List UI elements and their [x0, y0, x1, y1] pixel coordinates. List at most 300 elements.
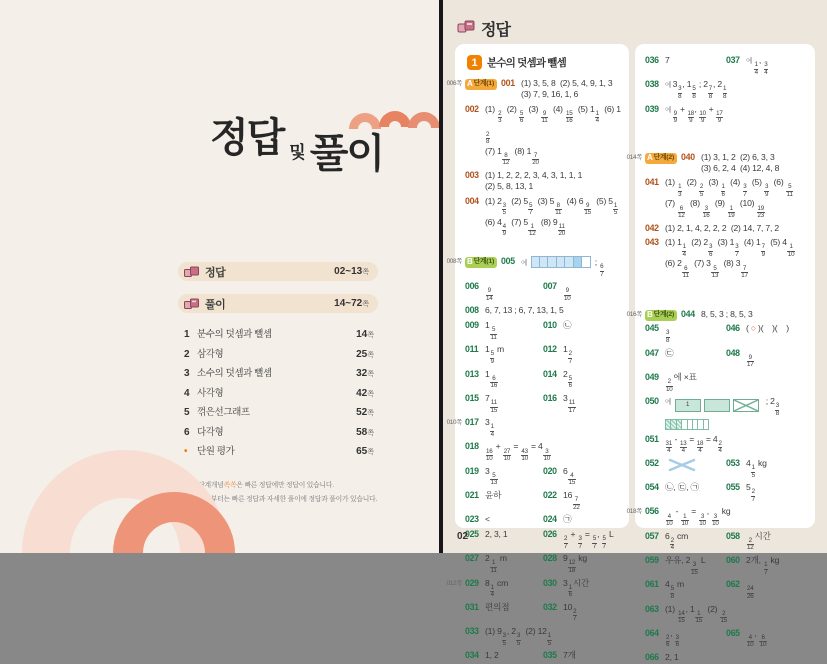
fraction: $\frac{3}{8}$ [775, 402, 779, 417]
answer-cell [543, 490, 621, 511]
answer-cell [645, 79, 807, 100]
answer-cell [465, 417, 621, 438]
answer-row [465, 490, 621, 511]
fraction: $\frac{1}{10}$ [787, 243, 795, 258]
answer-cell [726, 555, 807, 576]
answer-cell [645, 348, 726, 359]
toc-chapter-number: • [184, 446, 188, 457]
answer-cell [501, 256, 621, 278]
fraction: $\frac{5}{7}$ [528, 201, 533, 217]
answer-cell [465, 369, 543, 390]
answer-text: ㉡ [563, 320, 572, 331]
toc-chapter-row [178, 326, 378, 346]
answer-text: $\frac{31}{4}$ - $\frac{13}{4}$ = $\frac{18}{4}$ = 4 $\frac{2}{4}$ [665, 433, 722, 455]
answer-text [665, 323, 726, 344]
spacer [645, 283, 807, 309]
answers-card-left [446, 44, 629, 661]
answer-row [645, 223, 807, 234]
answer-id: 058 [726, 530, 740, 541]
arc-decoration-icon [408, 112, 440, 128]
toc-chapter-number: 5 [184, 407, 190, 418]
answer-id: 024 [543, 514, 557, 525]
page-number: 02 [457, 531, 469, 542]
answer-cell [465, 529, 543, 540]
answer-id: 060 [726, 555, 740, 566]
toc-chapter-title: 단원 평가 [197, 446, 235, 457]
answer-cell [543, 650, 621, 661]
fraction: $\frac{3}{9}$ [764, 183, 769, 198]
answer-text: 4 $\frac{5}{8}$ m [665, 579, 684, 600]
footnote-text: 은 빠른 정답에만 정답이 있습니다. [236, 481, 334, 489]
answer-id: 055 [726, 482, 740, 493]
answer-cell [465, 320, 543, 341]
spacer [465, 241, 621, 256]
chapter-heading [467, 55, 621, 70]
fraction: $\frac{3}{8}$ [678, 85, 682, 100]
fraction: $\frac{43}{10}$ [521, 447, 528, 463]
answer-cell [543, 602, 621, 623]
boxes-diagram: 1 [675, 399, 762, 412]
answer-row [446, 577, 621, 599]
fraction: $\frac{1}{3}$ [678, 183, 682, 198]
fraction: $\frac{5}{7}$ [602, 535, 606, 550]
answer-id: 018 [465, 441, 479, 452]
answer-cell [681, 309, 807, 320]
answer-id: 001 [501, 78, 515, 88]
toc-section-label: 정답 [205, 266, 226, 279]
fraction: $\frac{3}{5}$ [516, 632, 521, 647]
fraction: $\frac{1}{11}$ [490, 559, 497, 574]
answer-text: 1 $\frac{5}{11}$ [485, 320, 497, 341]
answer-text: 편의점 [485, 601, 510, 612]
fraction: $\frac{1}{6}$ [568, 583, 572, 599]
fraction: $\frac{7}{9}$ [761, 243, 765, 258]
answer-text: 10 $\frac{2}{7}$ [563, 601, 577, 623]
fraction: $\frac{3}{15}$ [691, 561, 698, 576]
answer-text: (1) $\frac{2}{3}$ (2) $\frac{5}{6}$ (3) $\frac{9}{11}$ (4) $\frac{15}{16}$ (5) 1 $\frac{1}{4}$ (6) 1 $\frac{2}{8}$ (7) 1 $\frac{8}{12}$ (8) 1 $\frac{7}{20}$ [485, 103, 621, 167]
fraction: $\frac{19}{23}$ [757, 204, 765, 220]
fraction: $\frac{9}{14}$ [486, 287, 493, 302]
answer-text: 6 $\frac{4}{15}$ [563, 465, 576, 487]
answer-cell [543, 529, 621, 550]
answer-id: 049 [645, 371, 659, 382]
fraction: $\frac{5}{8}$ [670, 585, 674, 600]
answer-id: 033 [465, 626, 479, 637]
toc-chapter-title: 꺾은선그래프 [197, 407, 250, 418]
answer-row [465, 305, 621, 316]
toc-chapter-row [178, 404, 378, 424]
answer-row [645, 482, 807, 503]
answer-cell [726, 348, 807, 369]
fraction: $\frac{3}{8}$ [666, 329, 670, 344]
answer-row [465, 170, 621, 192]
grade-letter-icon: A [191, 480, 196, 487]
answer-cell [465, 441, 621, 462]
fraction: $\frac{5}{7}$ [592, 535, 597, 550]
fraction: $\frac{1}{19}$ [728, 204, 735, 220]
answer-text: < [485, 514, 490, 525]
matching-lines-diagram [667, 458, 697, 472]
answer-text: $\frac{2}{6}$ , $\frac{3}{6}$ [666, 627, 679, 649]
answer-id: 045 [645, 323, 659, 334]
answer-cell [645, 482, 726, 493]
fraction: $\frac{5}{11}$ [786, 183, 793, 198]
answer-text: (1) 3, 1, 2 (2) 6, 3, 3 (3) 6, 2, 4 (4) 12, 4, 8 [701, 151, 780, 174]
answer-cell [543, 320, 621, 331]
fraction: $\frac{6}{16}$ [490, 374, 498, 390]
grade-label: 단계(2) [653, 310, 675, 318]
footnote-badge-suffix: 단계 [198, 495, 211, 503]
fraction: $\frac{2}{6}$ [666, 633, 670, 649]
fraction: $\frac{5}{13}$ [711, 264, 719, 280]
answer-row [645, 323, 807, 344]
fraction: $\frac{6}{7}$ [600, 263, 604, 278]
answer-id: 065 [726, 627, 740, 638]
answer-cell [465, 305, 621, 316]
fraction: $\frac{3}{16}$ [703, 204, 710, 220]
footnote-badge-suffix: 단계 [198, 481, 211, 489]
answer-id: 031 [465, 601, 479, 612]
answer-text: 2, 3, 1 [485, 528, 508, 539]
fraction: $\frac{2}{15}$ [720, 609, 727, 625]
answer-id: 052 [645, 457, 659, 468]
fraction: $\frac{7}{20}$ [532, 151, 539, 167]
answer-row [465, 602, 621, 623]
fraction: $\frac{1}{4}$ [682, 243, 686, 258]
answer-id: 020 [543, 465, 557, 476]
answer-text: 3 $\frac{11}{17}$ [563, 392, 576, 414]
grade-badge [465, 79, 497, 90]
answer-id: 035 [543, 650, 557, 661]
answer-id: 008 [465, 305, 479, 316]
answer-cell [465, 344, 543, 365]
answer-text: (1) 2, 1, 4, 2, 2, 2 (2) 14, 7, 7, 2 [665, 222, 779, 233]
fraction: $\frac{9}{10}$ [564, 287, 571, 302]
answer-text: 1 $\frac{6}{16}$ [485, 368, 498, 390]
answer-row [626, 151, 807, 174]
fraction: $\frac{6}{10}$ [759, 633, 767, 649]
answer-cell [726, 531, 807, 552]
answer-cell [543, 466, 621, 487]
answer-id: 066 [645, 652, 659, 663]
answer-cell [465, 514, 543, 525]
answer-row [645, 104, 807, 125]
answer-row [645, 628, 807, 649]
fraction: $\frac{3}{7}$ [578, 535, 582, 550]
grade-badge [645, 310, 677, 321]
fraction: $\frac{3}{10}$ [712, 512, 719, 528]
answer-text: 예 $\frac{1}{4}$ , $\frac{3}{4}$ [746, 55, 768, 76]
toc-footnote [183, 477, 378, 491]
toc-chapter-title: 소수의 덧셈과 뺄셈 [197, 368, 272, 379]
answer-text: 1, 2 [485, 650, 499, 661]
page-ref-label: 006쪽 [446, 80, 462, 87]
answer-id: 039 [645, 103, 659, 114]
answer-id: 043 [645, 237, 659, 248]
answer-id: 023 [465, 514, 479, 525]
answer-row [645, 604, 807, 625]
answer-row [645, 372, 807, 393]
toc-chapter-row [178, 385, 378, 405]
answer-text: $\frac{16}{10}$ + $\frac{27}{10}$ = $\frac{43}{10}$ = 4 $\frac{3}{10}$ [486, 441, 551, 463]
answers-card-right [626, 44, 815, 663]
answer-cell [465, 553, 543, 574]
footnote-text: 쏙쏙 [223, 481, 237, 489]
fraction: $\frac{1}{5}$ [613, 201, 618, 217]
answer-cell [465, 170, 621, 192]
answer-text: 7개 [563, 650, 576, 661]
fraction: $\frac{3}{7}$ [735, 243, 739, 258]
fraction: $\frac{2}{10}$ [666, 378, 673, 393]
answer-cell [726, 579, 807, 600]
answer-row [446, 78, 621, 100]
answer-cell [465, 626, 621, 647]
answer-id: 051 [645, 433, 659, 444]
fraction: $\frac{2}{12}$ [747, 536, 754, 552]
fraction: $\frac{1}{5}$ [547, 632, 552, 647]
fraction: $\frac{10}{9}$ [699, 109, 706, 125]
fraction: $\frac{9}{11}$ [541, 109, 548, 125]
toc-chapter-number: 6 [184, 426, 190, 438]
answer-text: 1 $\frac{2}{7}$ [563, 344, 572, 365]
fraction: $\frac{2}{7}$ [568, 350, 572, 365]
answer-id: 005 [501, 255, 515, 266]
answer-row [465, 344, 621, 365]
example-marker: 예 [665, 82, 672, 90]
answer-id: 016 [543, 392, 557, 403]
answer-text: 4 $\frac{1}{5}$ kg [746, 457, 767, 479]
answer-cell [726, 482, 807, 503]
grade-label: 단계(1) [473, 257, 495, 265]
answer-cell [681, 152, 807, 174]
answer-text: (1) $\frac{1}{3}$ (2) $\frac{2}{5}$ (3) $\frac{1}{6}$ (4) $\frac{3}{7}$ (5) $\frac{3}{9}$ (6) $\frac{5}{11}$ (7) $\frac{6}{12}$ (8) $\frac{3}{16}$ (9) $\frac{1}{19}$ (10) $\frac{19}{23}$ [665, 177, 793, 220]
page-ref-label: 018쪽 [626, 508, 642, 516]
answer-text: ㉠ [563, 514, 572, 525]
toc-chapter-row [178, 365, 378, 385]
answer-id: 028 [543, 553, 557, 564]
fraction: $\frac{3}{6}$ [708, 243, 713, 258]
answer-row [465, 626, 621, 647]
answer-cell [645, 628, 726, 649]
answer-text [746, 348, 807, 369]
circle-mark: ○ [750, 323, 756, 334]
striped-strip-diagram [665, 419, 709, 430]
answer-cell [726, 458, 807, 479]
toc-chapter-title: 삼각형 [197, 348, 224, 360]
fraction: $\frac{2}{4}$ [718, 439, 722, 455]
answer-id: 062 [726, 579, 740, 590]
page-ref-label: 016쪽 [626, 310, 642, 318]
answer-row [465, 369, 621, 390]
answer-text [563, 281, 621, 302]
answer-cell [645, 372, 807, 393]
answers-column-left [446, 78, 621, 662]
answer-text: 16 $\frac{7}{22}$ [563, 490, 580, 511]
answer-row [465, 196, 621, 238]
fraction: $\frac{2}{7}$ [573, 607, 577, 623]
grade-letter: B [467, 257, 473, 267]
answer-id: 013 [465, 368, 479, 379]
answer-row [446, 255, 621, 278]
answer-id: 029 [465, 577, 479, 588]
answer-cell [465, 650, 543, 661]
fraction: $\frac{2}{8}$ [486, 130, 490, 146]
answer-id: 042 [645, 222, 659, 233]
fraction: $\frac{13}{4}$ [680, 439, 687, 455]
answer-cell [645, 323, 726, 344]
answer-id: 046 [726, 323, 740, 334]
fraction: $\frac{2}{7}$ [751, 488, 755, 503]
fraction: $\frac{5}{6}$ [519, 109, 524, 125]
answer-id: 009 [465, 320, 479, 331]
fraction: $\frac{16}{10}$ [486, 447, 493, 463]
answer-cell [465, 393, 543, 414]
example-marker: 예 [665, 399, 672, 407]
answer-text [746, 579, 807, 600]
answer-cell [465, 602, 543, 613]
answer-cell [645, 434, 807, 455]
answer-text: (1) 2 $\frac{3}{5}$ (2) 5 $\frac{5}{7}$ (3) 5 $\frac{8}{11}$ (4) 6 $\frac{9}{15}$ (5) 5 $\frac{1}{5}$ (6) 4 $\frac{4}{9}$ (7) 5 $\frac{1}{12}$ (8) 9 $\frac{11}{20}$ [485, 195, 618, 238]
answer-row [645, 177, 807, 219]
answer-row [645, 348, 807, 369]
answer-cell [543, 344, 621, 365]
fraction: $\frac{5}{6}$ [568, 374, 572, 390]
answer-id: 037 [726, 55, 740, 65]
fraction: $\frac{3}{10}$ [543, 447, 551, 463]
answer-text: 8 $\frac{1}{4}$ cm [485, 577, 509, 599]
fraction: $\frac{8}{11}$ [555, 201, 562, 217]
answer-cell [543, 393, 621, 414]
answers-page [443, 0, 827, 663]
solution-cubes-icon [184, 298, 200, 310]
answer-text: $\frac{4}{10}$ - $\frac{1}{10}$ = $\frac{3}{10}$ , $\frac{3}{10}$ kg [666, 506, 731, 528]
answer-id: 041 [645, 177, 659, 188]
answer-id: 026 [543, 528, 557, 539]
answer-text: 3 $\frac{1}{6}$ 시간 [563, 577, 590, 599]
toc-chapter-row [178, 346, 378, 366]
answer-id: 064 [645, 627, 659, 638]
fraction: $\frac{8}{12}$ [502, 151, 510, 167]
answer-row [465, 281, 621, 302]
fraction: $\frac{1}{4}$ [490, 423, 494, 438]
answer-text [665, 458, 726, 472]
answer-id: 002 [465, 103, 479, 114]
fraction: $\frac{4}{10}$ [747, 633, 754, 649]
toc-chapter-page: 32쪽 [356, 368, 374, 379]
fraction: $\frac{2}{7}$ [564, 535, 568, 550]
answer-id: 010 [543, 320, 557, 331]
toc-section-pages: 14~72쪽 [334, 298, 369, 309]
example-marker: 예 [521, 259, 528, 267]
toc-chapter-title: 다각형 [197, 426, 224, 438]
answer-id: 025 [465, 528, 479, 539]
example-marker: 예 [746, 58, 753, 65]
answer-row [465, 529, 621, 550]
answer-cell [465, 466, 543, 487]
answer-id: 056 [645, 506, 659, 517]
answer-id: 003 [465, 170, 479, 180]
toc-chapter-title: 분수의 덧셈과 뺄셈 [197, 329, 272, 340]
answer-text: 예3 $\frac{3}{8}$ , 1 $\frac{5}{8}$ ; 2 $\frac{7}{8}$ , 2 $\frac{1}{8}$ [665, 79, 727, 100]
answer-id: 004 [465, 195, 479, 206]
fraction: $\frac{4}{10}$ [666, 512, 673, 528]
answer-row [645, 79, 807, 100]
answer-cell [645, 177, 807, 219]
answer-text: $\frac{4}{10}$ , $\frac{6}{10}$ [747, 627, 767, 649]
fraction: $\frac{3}{5}$ [502, 632, 506, 647]
answer-text: ㉢ [665, 347, 674, 358]
answer-row [645, 237, 807, 279]
page-ref-label: 010쪽 [446, 419, 462, 427]
toc-chapter-page: 65쪽 [356, 446, 374, 457]
answer-id: 027 [465, 553, 479, 564]
fraction: $\frac{24}{26}$ [747, 585, 754, 600]
answer-id: 022 [543, 490, 557, 501]
footnote-text: 부터는 빠른 정답과 자세한 풀이에 정답과 풀이가 있습니다. [210, 495, 378, 503]
fraction: $\frac{4}{9}$ [502, 222, 506, 238]
fraction: $\frac{3}{10}$ [699, 512, 706, 528]
toc-chapter-page: 25쪽 [356, 348, 374, 360]
answer-cell [645, 237, 807, 279]
answer-cell [543, 281, 621, 302]
fraction: $\frac{1}{6}$ [721, 183, 725, 198]
answer-text: ㉡, ㉢, ㉠ [665, 482, 699, 493]
answer-row [465, 466, 621, 487]
chapter-title: 분수의 덧셈과 뺄셈 [487, 57, 566, 69]
answer-cell [465, 281, 543, 302]
fraction: $\frac{3}{7}$ [743, 183, 747, 198]
fraction: $\frac{7}{8}$ [708, 85, 713, 100]
spacer [645, 128, 807, 152]
answer-text: (1) 3, 5, 8 (2) 5, 4, 9, 1, 3 (3) 7, 9, 16, 1, 6 [521, 78, 613, 100]
answer-id: 038 [645, 79, 659, 90]
answer-id: 040 [681, 151, 695, 162]
title-word-answers: 정답 [210, 116, 284, 160]
answer-text: (1) 1, 2, 2, 2, 3, 4, 3, 1, 1, 1 (2) 5, 8, 13, 1 [485, 170, 583, 192]
answer-row [465, 553, 621, 574]
answer-id: 044 [681, 308, 695, 319]
answer-text: (1) $\frac{14}{15}$ , 1 $\frac{1}{15}$ (2) $\frac{2}{15}$ [665, 603, 727, 625]
toc-chapter-number: 4 [184, 387, 190, 399]
answer-text: $\frac{2}{7}$ + $\frac{3}{7}$ = $\frac{5}{7}$ , $\frac{5}{7}$ L [564, 528, 614, 550]
fraction: $\frac{11}{15}$ [490, 399, 498, 414]
toc-sections [178, 262, 378, 313]
answer-cell [465, 104, 621, 167]
answer-row [465, 393, 621, 414]
answer-id: 053 [726, 457, 740, 468]
fraction: $\frac{11}{17}$ [568, 399, 576, 414]
answer-id: 036 [645, 55, 659, 65]
example-marker: 예 [665, 106, 672, 114]
answer-row [626, 308, 807, 320]
fraction: $\frac{1}{7}$ [764, 561, 768, 576]
grade-letter-icon: B [191, 494, 196, 501]
fraction: $\frac{3}{5}$ [502, 201, 506, 217]
answer-text: 2 $\frac{1}{11}$ m [485, 553, 507, 574]
answer-text: 2 $\frac{5}{6}$ [563, 368, 572, 390]
answer-text: 9 $\frac{12}{18}$ kg [563, 553, 587, 574]
answer-id: 011 [465, 344, 479, 355]
answer-row [645, 531, 807, 552]
answers-column-right [626, 53, 807, 664]
answers-header [457, 17, 510, 40]
toc-chapter-list [178, 326, 378, 463]
answer-id: 048 [726, 347, 740, 358]
answer-text: 윤하 [485, 490, 502, 501]
page-ref-label: 014쪽 [626, 153, 642, 161]
page-ref-label: 008쪽 [446, 257, 462, 265]
answer-id: 014 [543, 368, 557, 379]
